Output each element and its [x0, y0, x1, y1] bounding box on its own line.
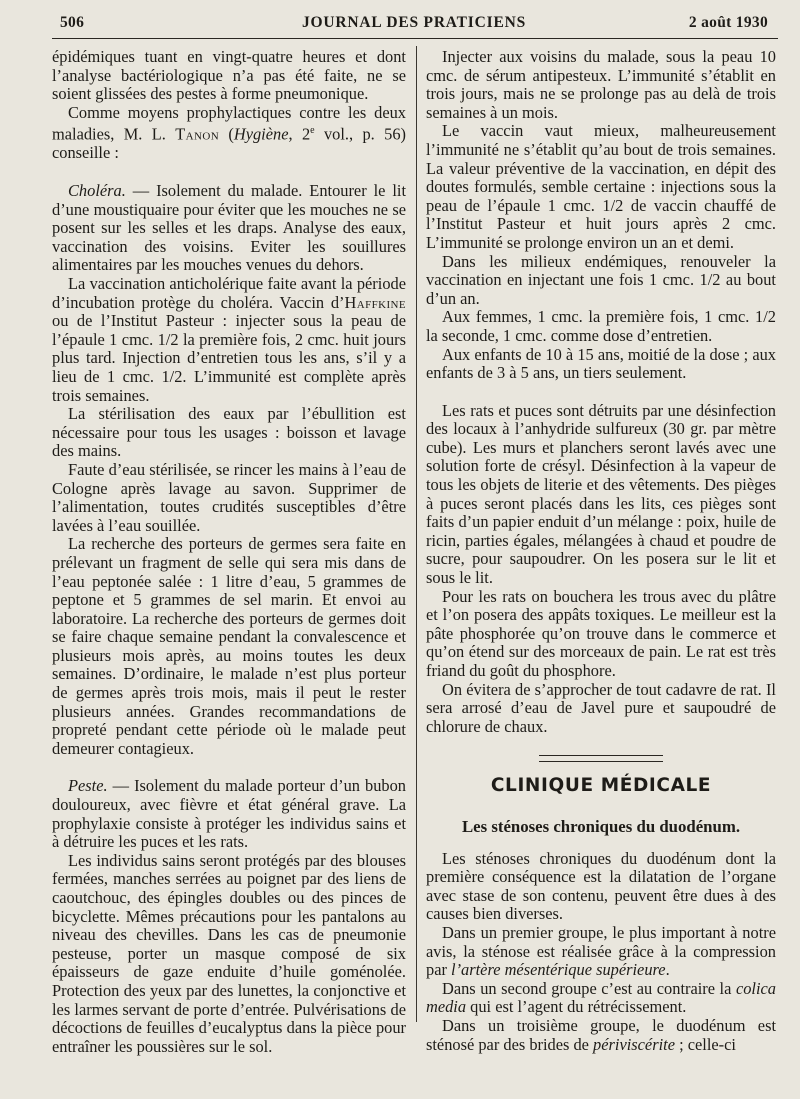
peste-section: Peste. — Isolement du malade porteur d’un bubon douloureux, avec fièvre et état général grave. La prophylaxie consiste à protéger les individus sains et à détruire les puces et les rats. [52, 776, 406, 852]
header-rule [52, 38, 778, 39]
running-head [60, 14, 768, 36]
paragraph: Dans les milieux endémiques, renouveler la vaccination en injectant une fois 1 cmc. 1/2 au bout d’un an. [426, 251, 776, 308]
paragraph: Dans un second groupe c’est au contraire la colica media qui est l’agent du rétrécissement. [426, 978, 776, 1017]
paragraph: épidémiques tuant en vingt-quatre heures et dont l’analyse bactériologique n’a pas été faite, ne se soient glissées des pestes à forme pneumonique. [52, 47, 406, 104]
paragraph: Aux femmes, 1 cmc. la première fois, 1 cmc. 1/2 la seconde, 1 cmc. comme dose d’entretien. [426, 307, 776, 345]
paragraph: Les sténoses chroniques du duodénum dont la première conséquence est la dilatation de l’organe avec stase de son contenu, peuvent être dues à des causes bien diverses. [426, 848, 776, 924]
paragraph: Comme moyens prophylactiques contre les deux maladies, M. L. Tanon (Hygiène, 2e vol., p. 56) conseille : [52, 102, 406, 163]
issue-date: 2 août 1930 [688, 14, 768, 31]
section-rubric: CLINIQUE MÉDICALE [490, 775, 712, 797]
paragraph: Les rats et puces sont détruits par une désinfection des locaux à l’anhydride sulfureux (30 gr. par mètre cube). Les murs et planchers seront lavés avec une solution forte de crésyl. Désinfection à la vapeur de tous les objets de literie et des vêtements. Des pièges à puces seront placés dans les lits, ces pièges sont faits d’un papier enduit d’un mélange : poix, huile de ricin, parties égales, mélangées à chaud et poudre de sucre, pour saupoudrer. On les posera sur le lit et sous le lit. [426, 400, 776, 588]
left-column [52, 48, 406, 1056]
paragraph: Aux enfants de 10 à 15 ans, moitié de la dose ; aux enfants de 3 à 5 ans, un tiers seulement. [426, 344, 776, 383]
paragraph: Le vaccin vaut mieux, malheureusement l’immunité ne s’établit qu’au bout de trois semaines. La valeur préventive de la vaccination, en dépit des doutes formulés, semble certaine : injections sous la peau de l’épaule 1 cmc. 1/2 de vaccin chauffé de l’Institut Pasteur et huit jours après 2 cmc. L’immunité se prolonge environ un an et demi. [426, 121, 776, 252]
cholera-section: Choléra. — Isolement du malade. Entourer le lit d’une moustiquaire pour éviter que les mouches ne se posent sur les selles et les draps. Analyse des eaux, vaccination des voisins. Eviter les souillures alimentaires par les mouches venues du dehors. [52, 181, 406, 275]
paragraph: La vaccination anticholérique faite avant la période d’incubation protège du choléra. Vaccin d’Haffkine ou de l’Institut Pasteur : injecter sous la peau de l’épaule 1 cmc. 1/2 la première fois, 2 cmc. huit jours plus tard. Injection d’entretien tous les ans, s’il y a lieu de 1 cmc. 1/2. L’immunité est complète après trois semaines. [52, 274, 406, 405]
right-column [426, 48, 776, 1054]
page-number: 506 [60, 14, 85, 31]
decorative-rule [539, 755, 663, 762]
paragraph: Injecter aux voisins du malade, sous la peau 10 cmc. de sérum antipesteux. L’immunité s’établit en trois jours, mais ne se prolonge pas au delà de trois semaines à un mois. [426, 47, 776, 122]
paragraph: La recherche des porteurs de germes sera faite en prélevant un fragment de selle qui sera mis dans de l’eau peptonée salée : 1 litre d’eau, 5 grammes de peptone et 5 grammes de sel marin. Et envoi au laboratoire. La recherche des porteurs de germes doit se faire chaque semaine pendant la convalescence et plusieurs mois après, au moins toutes les deux semaines. D’ordinaire, le malade n’est plus porteur de germes après trois mois, mais il peut le rester plusieurs années. Grandes recommandations de propreté pendant cette période où le malade peut demeurer contagieux. [52, 534, 406, 758]
cholera-label: Choléra. [68, 181, 126, 201]
paragraph: Dans un troisième groupe, le duodénum est sténosé par des brides de périviscérite ; celle-ci [426, 1015, 776, 1054]
paragraph: On évitera de s’approcher de tout cadavre de rat. Il sera arrosé d’eau de Javel pure et saupoudré de chlorure de chaux. [426, 679, 776, 736]
paragraph: La stérilisation des eaux par l’ébullition est nécessaire pour tous les usages : boisson et lavage des mains. [52, 404, 406, 461]
article-title: Les sténoses chroniques du duodénum. [461, 816, 741, 836]
paragraph: Faute d’eau stérilisée, se rincer les mains à l’eau de Cologne après lavage au savon. Supprimer de l’alimentation, toutes crudités susceptibles d’être lavées à l’eau souillée. [52, 459, 406, 535]
journal-title: JOURNAL DES PRATICIENS [301, 14, 527, 31]
paragraph: Dans un premier groupe, le plus important à notre avis, la sténose est réalisée grâce à la compression par l’artère mésentérique supérieure. [426, 922, 776, 980]
column-divider [416, 46, 417, 1022]
paragraph: Pour les rats on bouchera les trous avec du plâtre et l’on posera des appâts toxiques. Le meilleur est la pâte phosphorée qu’on trouve dans le commerce et qu’on étend sur des morceaux de pain. Le rat est très friand du goût du phosphore. [426, 586, 776, 680]
peste-label: Peste. [68, 776, 108, 796]
paragraph: Les individus sains seront protégés par des blouses fermées, manches serrées au poignet par des liens de caoutchouc, des épingles doubles ou des pinces de bicyclette. Mêmes précautions pour les pantalons au niveau des chevilles. Dans les cas de pneumonie pesteuse, porter un masque composé de six épaisseurs de gaze enduite d’huile goménolée. Protection des yeux par des lunettes, la conjonctive et les larmes servant de porte d’entrée. Pulvérisations de décoctions de feuilles d’eucalyptus dans la pièce pour entraîner les poussières sur le sol. [52, 850, 406, 1056]
